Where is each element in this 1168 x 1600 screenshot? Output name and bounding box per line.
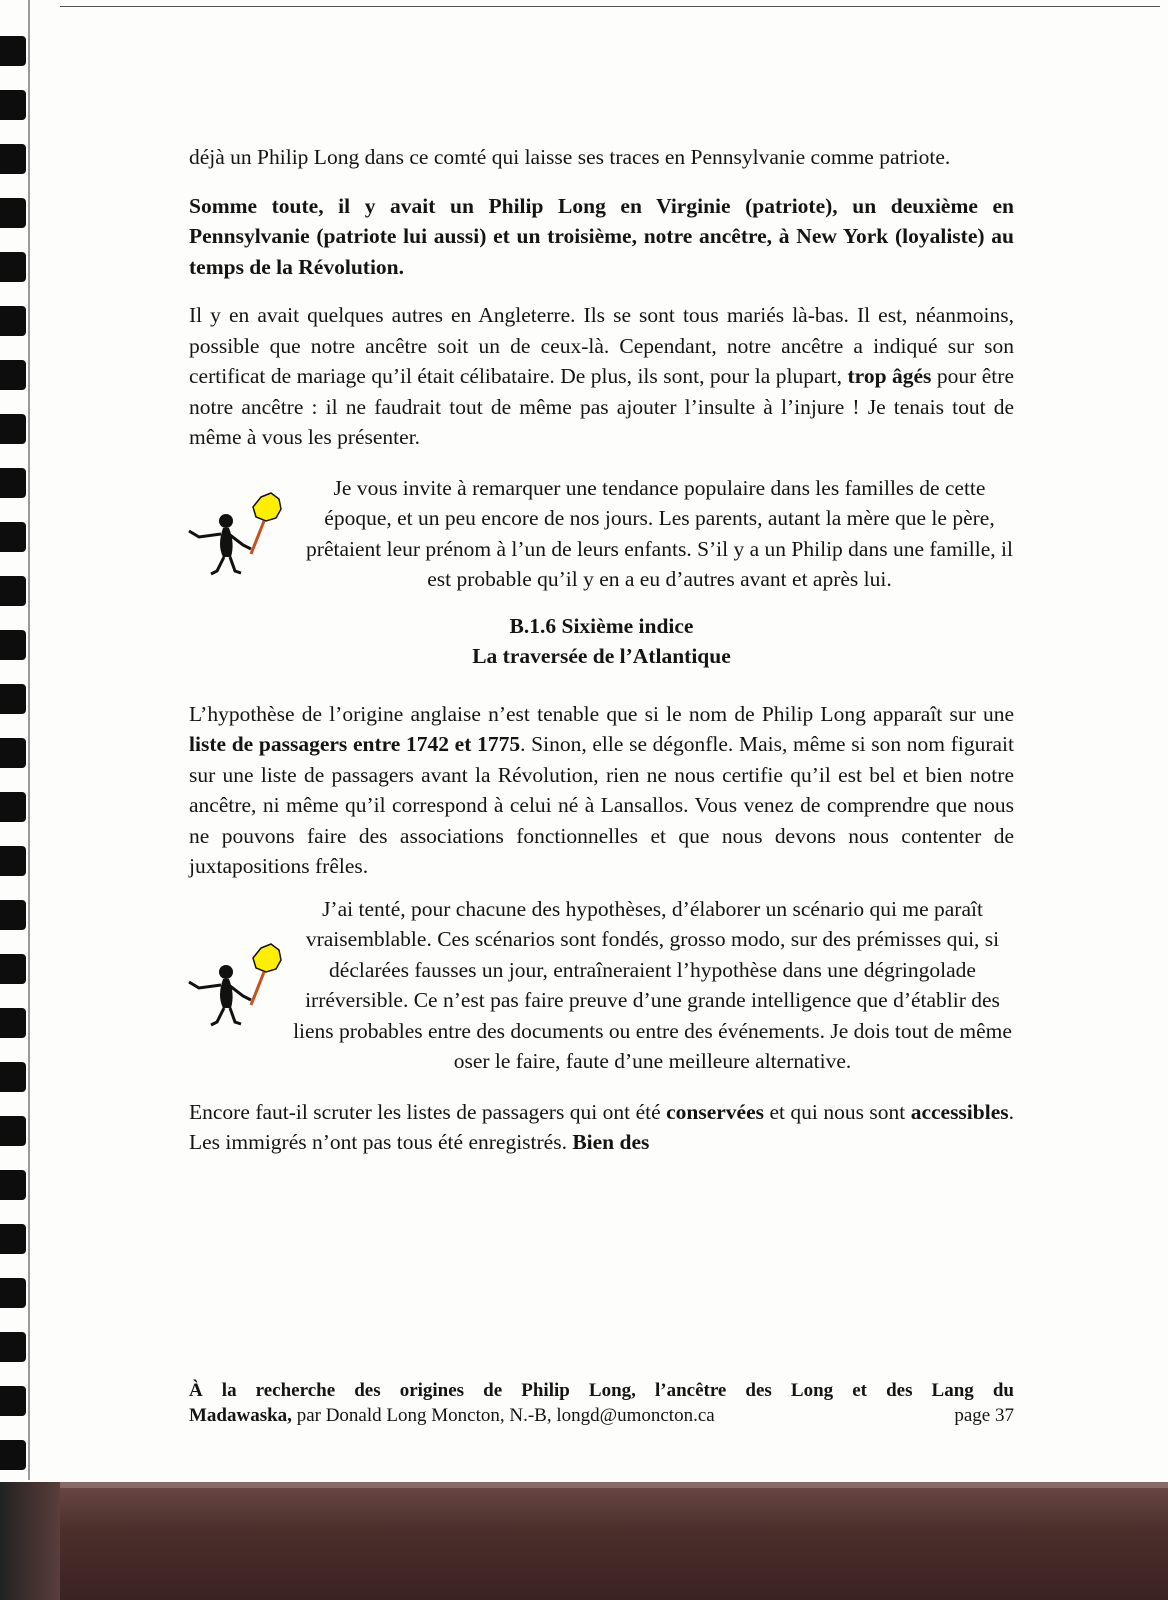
binding-hole xyxy=(0,1332,26,1362)
binding-hole xyxy=(0,144,26,174)
emphasis: accessibles xyxy=(910,1099,1009,1124)
section-number-title: B.1.6 Sixième indice xyxy=(509,613,694,638)
footer-author: par Donald Long Moncton, N.-B, longd@umoncton.ca xyxy=(291,1405,715,1426)
binding-hole xyxy=(0,1440,26,1470)
binding-hole xyxy=(0,1170,26,1200)
section-heading xyxy=(189,611,1014,671)
binding-hole xyxy=(0,954,26,984)
binding-hole xyxy=(0,1008,26,1038)
emphasis: Bien des xyxy=(572,1130,650,1154)
binding-hole xyxy=(0,1224,26,1254)
binding-base xyxy=(0,1482,60,1600)
emphasis: conservées xyxy=(666,1099,765,1124)
binding-hole xyxy=(0,900,26,930)
binding-hole xyxy=(0,846,26,876)
note-text: Je vous invite à remarquer une tendance populaire dans les familles de cette époque, et un peu encore de nos jours. Les parents, autant la mère que le père, prêtaient leur prénom à l’un de leurs enfants. S’il y a un Philip dans une famille, il est probable qu’il y en a eu d’autres avant et après lui. xyxy=(306,475,1013,591)
binding-hole xyxy=(0,1386,26,1416)
binding-hole xyxy=(0,1062,26,1092)
spiral-binding xyxy=(0,0,36,1480)
binding-hole xyxy=(0,738,26,768)
binding-hole xyxy=(0,576,26,606)
page-number: page 37 xyxy=(954,1405,1014,1426)
binding-hole xyxy=(0,522,26,552)
emphasis: liste de passagers entre 1742 et 1775 xyxy=(189,732,521,756)
binding-hole xyxy=(0,1116,26,1146)
footer-title: À la recherche des origines de Philip Long, l’ancêtre des Long et des Lang du xyxy=(189,1380,1014,1401)
paragraph-bold-summary: Somme toute, il y avait un Philip Long en Virginie (patriote), un deuxième en Pennsylvanie (patriote lui aussi) et un troisième, notre ancêtre, à New York (loyaliste) au temps de la Révolution. xyxy=(189,193,1014,279)
footer-title-end: Madawaska, xyxy=(189,1405,292,1426)
stick-figure-with-stop-sign-icon xyxy=(181,479,291,589)
paragraph: Il y en avait quelques autres en Angleterre. Ils se sont tous mariés là-bas. Il est, néanmoins, possible que notre ancêtre soit un de ceux-là. Cependant, notre ancêtre a indiqué sur son certificat de mariage qu’il était célibataire. De plus, ils sont, pour la plupart, trop âgés pour être notre ancêtre : il ne faudrait tout de même pas ajouter l’insulte à l’injure ! Je tenais tout de même à vous les présenter. xyxy=(189,303,1014,449)
paragraph: L’hypothèse de l’origine anglaise n’est tenable que si le nom de Philip Long apparaît sur une liste de passagers entre 1742 et 1775. Sinon, elle se dégonfle. Mais, même si son nom figurait sur une liste de passagers avant la Révolution, rien ne nous certifie qu’il est bel et bien notre ancêtre, ni même qu’il correspond à celui né à Lansallos. Vous venez de comprendre que nous ne pouvons faire des associations fonctionnelles et que nous devons nous contenter de juxtapositions frêles. xyxy=(189,701,1015,878)
binding-hole xyxy=(0,90,26,120)
paragraph: Encore faut-il scruter les listes de passagers qui ont été conservées et qui nous sont accessibles. Les immigrés n’ont pas tous été enregistrés. Bien des xyxy=(189,1099,1014,1154)
binding-hole xyxy=(0,684,26,714)
note-callout xyxy=(189,473,1014,595)
note-callout xyxy=(189,894,1014,1077)
paragraph: déjà un Philip Long dans ce comté qui laisse ses traces en Pennsylvanie comme patriote. xyxy=(189,145,951,169)
binding-hole xyxy=(0,36,26,66)
binding-hole xyxy=(0,306,26,336)
section-subtitle: La traversée de l’Atlantique xyxy=(472,643,731,668)
background-surface xyxy=(0,1482,1168,1600)
binding-hole xyxy=(0,360,26,390)
page-footer xyxy=(189,1378,1014,1428)
binding-hole xyxy=(0,1278,26,1308)
emphasis: trop âgés xyxy=(847,364,932,388)
stick-figure-with-stop-sign-icon xyxy=(181,930,291,1040)
page-top-edge xyxy=(60,6,1160,7)
binding-hole xyxy=(0,198,26,228)
note-text: J’ai tenté, pour chacune des hypothèses, d’élaborer un scénario qui me paraît vraisemblable. Ces scénarios sont fondés, grosso modo, sur des prémisses qui, si déclarées fausses un jour, entraîneraient l’hypothèse dans une dégringolade irréversible. Ce n’est pas faire preuve d’une grande intelligence que d’établir des liens probables entre des documents ou entre des événements. Je dois tout de même oser le faire, faute d’une meilleure alternative. xyxy=(293,896,1012,1073)
binding-hole xyxy=(0,630,26,660)
binding-hole xyxy=(0,252,26,282)
binding-hole xyxy=(0,414,26,444)
binding-hole xyxy=(0,468,26,498)
binding-hole xyxy=(0,792,26,822)
page-body xyxy=(189,142,1014,1158)
